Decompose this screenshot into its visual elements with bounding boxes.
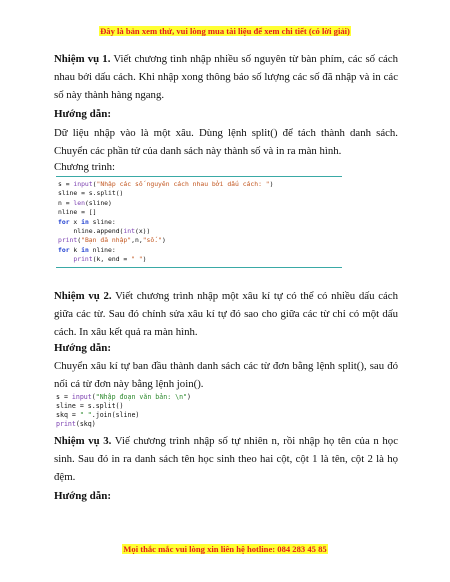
task-3-body: Viế chương trình nhập số tự nhiên n, rồi nhập họ tên của n học sinh. Sau đó in ra danh sách tên học sinh theo hai cột, cột 1 là tên, cột 2 là họ đệm. — [54, 435, 398, 483]
task-2-guide-heading: Hướng dẫn: — [54, 342, 112, 354]
task-1-program-block — [54, 158, 398, 176]
task-1-section — [54, 50, 398, 104]
task-2-paragraph — [54, 287, 398, 341]
code-1-end-string: " " — [131, 255, 143, 264]
code-2-separator-string: " " — [79, 411, 92, 419]
hotline-banner: Mọi thắc mắc vui lòng xin liên hệ hotline: 084 283 45 85 — [123, 544, 327, 554]
preview-notice-banner: Đây là bản xem thử, vui lòng mua tài liệu để xem chi tiết (có lời giải) — [100, 26, 350, 36]
code-1-output-string-1: "Bạn đã nhập" — [81, 236, 132, 245]
task-1-guide-heading: Hướng dẫn: — [54, 108, 112, 120]
task-1-program-label: Chương trình: — [54, 161, 116, 173]
task-3-paragraph — [54, 432, 398, 486]
task-2-title: Nhiệm vụ 2. — [54, 290, 112, 302]
task-3-guide — [54, 488, 398, 504]
task-2-guide — [54, 340, 398, 356]
task-1-guide — [54, 106, 398, 122]
task-2-guide-text-block — [54, 357, 398, 393]
task-1-body: Viết chương tình nhập nhiều số nguyên từ bàn phím, các số cách nhau bởi dấu cách. Khi nhập xong thông báo số lượng các số đã nhập và in các số này thành hàng ngang. — [54, 53, 398, 101]
task-3-section — [54, 432, 398, 486]
task-1-guide-text-block — [54, 124, 398, 160]
task-1-code-block: s = input("Nhập các số nguyên cách nhau bởi dấu cách: ") sline = s.split() n = len(sline) nline = [] for x in sline: nline.append(int(x)) print("Bạn đã nhập",n,"số.") for k in nline: print(k, end = " ") — [56, 176, 342, 268]
task-3-guide-heading: Hướng dẫn: — [54, 490, 112, 502]
task-1-guide-text: Dữ liệu nhập vào là một xâu. Dùng lệnh split() để tách thành danh sách. Chuyển các phần tử của danh sách này thành số và in ra màn hình. — [54, 127, 398, 157]
code-2-prompt-string: "Nhập đoạn văn bản: \n" — [95, 393, 188, 401]
task-2-code-block: s = input("Nhập đoạn văn bản: \n") sline = s.split() skq = " ".join(sline) print(skq) — [56, 393, 192, 428]
code-1-output-string-2: "số." — [142, 236, 162, 245]
task-3-title: Nhiệm vụ 3. — [54, 435, 112, 447]
task-2-section — [54, 287, 398, 341]
task-2-guide-text: Chuyển xâu kí tự ban đầu thành danh sách các từ đơn bằng lệnh split(), sau đó nối cá từ đơn này bằng lệnh join(). — [54, 360, 398, 390]
code-1-prompt-string: "Nhập các số nguyên cách nhau bởi dấu cách: " — [96, 180, 270, 188]
task-2-body: Viết chương trình nhập một xâu kí tự có thể có nhiều dấu cách giữa các từ. Sau đó chỉnh sửa xâu kí tự đó sao cho giữa các từ chỉ có một dấu cách. In xâu kết quả ra màn hình. — [54, 290, 398, 338]
task-1-paragraph — [54, 50, 398, 104]
task-1-title: Nhiệm vụ 1. — [54, 53, 111, 65]
